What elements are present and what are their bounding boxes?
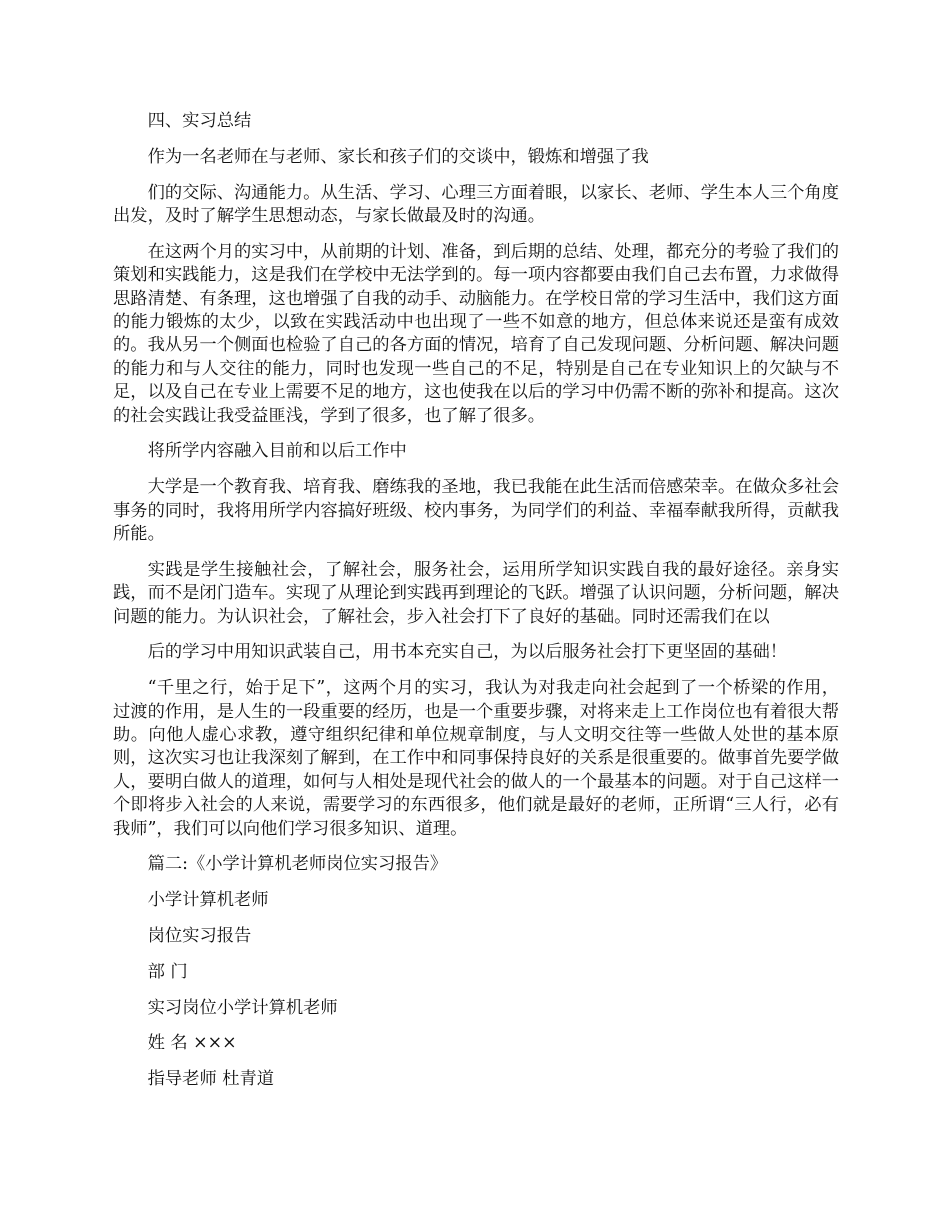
advisor-field: 指导老师 杜青道: [147, 1069, 275, 1090]
position-field: 实习岗位小学计算机老师: [147, 997, 338, 1018]
document-page: [113, 110, 839, 1104]
report-title-line: 小学计算机老师: [147, 890, 269, 911]
subheading: 将所学内容融入目前和以后工作中: [147, 441, 407, 462]
report-title-line: 岗位实习报告: [147, 926, 252, 947]
paragraph: 作为一名老师在与老师、家长和孩子们的交谈中，锻炼和增强了我: [147, 146, 649, 167]
paragraph: 实践是学生接触社会，了解社会，服务社会，运用所学知识实践自我的最好途径。亲身实践，而不是闭门造车。实现了从理论到实践再到理论的飞跃。增强了认识问题，分析问题，解决问题的能力。为认识社会，了解社会，步入社会打下了良好的基础。同时还需我们在以: [113, 559, 839, 627]
paragraph: 们的交际、沟通能力。从生活、学习、心理三方面着眼，以家长、老师、学生本人三个角度出发，及时了解学生思想动态，与家长做最及时的沟通。: [113, 182, 839, 226]
paragraph: 后的学习中用知识武装自己，用书本充实自己，为以后服务社会打下更坚固的基础！: [147, 642, 788, 663]
department-field: 部 门: [147, 961, 188, 982]
paragraph: “千里之行，始于足下”，这两个月的实习，我认为对我走向社会起到了一个桥梁的作用，过渡的作用，是人生的一段重要的经历，也是一个重要步骤，对将来走上工作岗位也有着很大帮助。向他人虚心求教，遵守组织纪律和单位规章制度，与人文明交往等一些做人处世的基本原则，这次实习也让我深刻了解到，在工作中和同事保持良好的关系是很重要的。做事首先要学做人，要明白做人的道理，如何与人相处是现代社会的做人的一个最基本的问题。对于自己这样一个即将步入社会的人来说，需要学习的东西很多，他们就是最好的老师，正所谓“三人行，必有我师”，我们可以向他们学习很多知识、道理。: [113, 678, 839, 839]
section-heading: 四、实习总结: [147, 111, 252, 131]
chapter-title: 篇二:《小学计算机老师岗位实习报告》: [147, 854, 448, 875]
paragraph: 在这两个月的实习中，从前期的计划、准备，到后期的总结、处理，都充分的考验了我们的策划和实践能力，这是我们在学校中无法学到的。每一项内容都要由我们自己去布置，力求做得思路清楚、有条理，这也增强了自我的动手、动脑能力。在学校日常的学习生活中，我们这方面的能力锻炼的太少，以致在实践活动中也出现了一些不如意的地方，但总体来说还是蛮有成效的。我从另一个侧面也检验了自己的各方面的情况，培育了自己发现问题、分析问题、解决问题的能力和与人交往的能力，同时也发现一些自己的不足，特别是自己在专业知识上的欠缺与不足，以及自己在专业上需要不足的地方，这也使我在以后的学习中仍需不断的弥补和提高。这次的社会实践让我受益匪浅，学到了很多，也了解了很多。: [113, 241, 839, 426]
paragraph: 大学是一个教育我、培育我、磨练我的圣地，我已我能在此生活而倍感荣幸。在做众多社会事务的同时，我将用所学内容搞好班级、校内事务，为同学们的利益、幸福奉献我所得，贡献我所能。: [113, 477, 839, 545]
name-field: 姓 名 ×××: [147, 1033, 237, 1054]
